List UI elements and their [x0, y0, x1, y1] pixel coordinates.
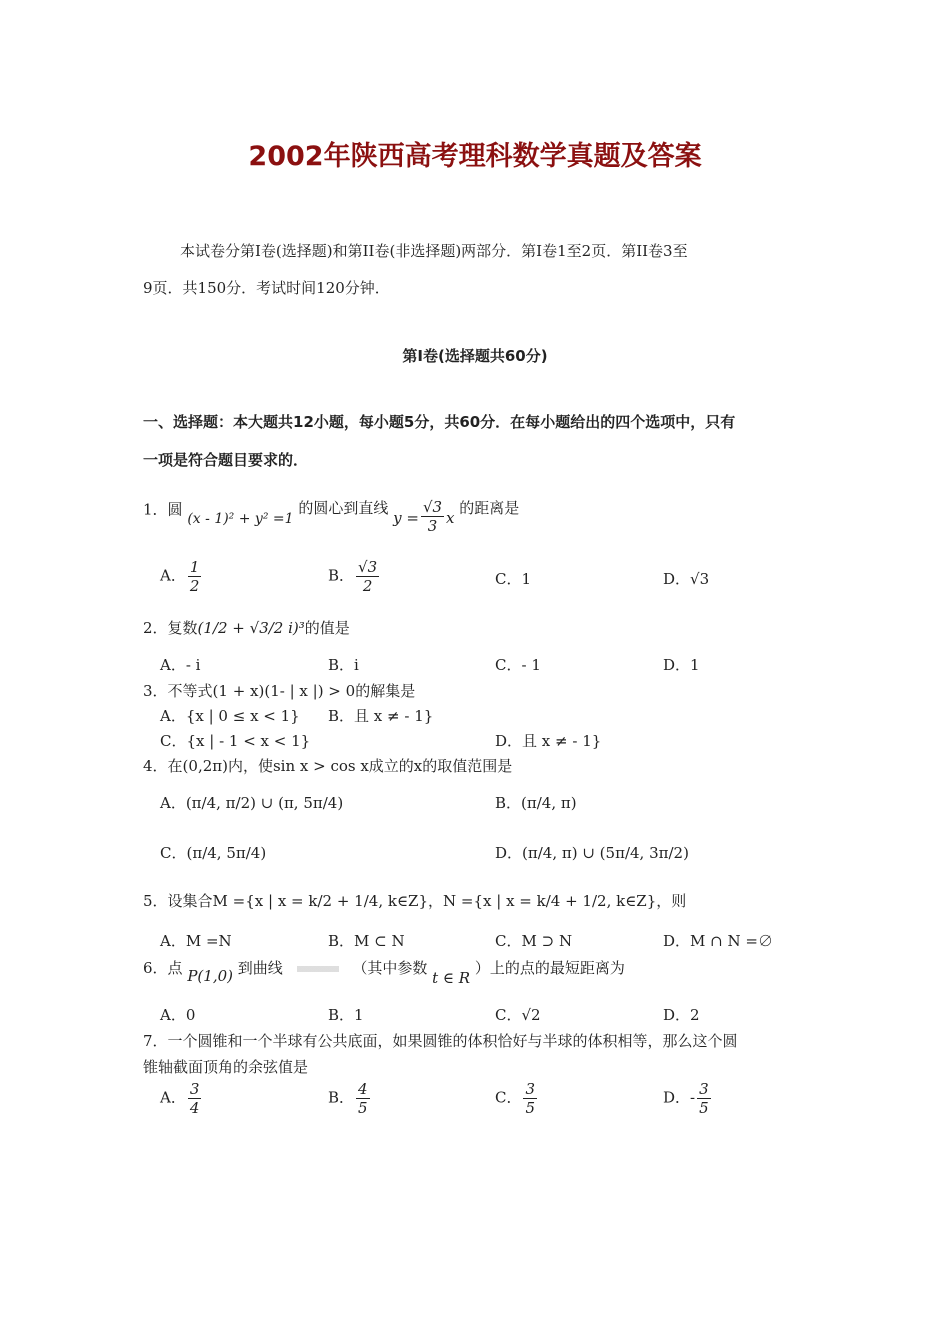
q1-line-x: x [446, 508, 455, 527]
q2-option-a: A．- i [160, 656, 201, 674]
q2-option-b: B．i [328, 656, 359, 674]
question-1 [143, 492, 520, 535]
intro-line-1: 本试卷分第Ⅰ卷(选择题)和第II卷(非选择题)两部分．第Ⅰ卷1至2页．第II卷3至 [180, 242, 688, 260]
q3-option-a: A．{x | 0 ≤ x < 1} [160, 707, 300, 725]
q1-line-lhs: y = [393, 508, 419, 527]
q3-option-c: C．{x | - 1 < x < 1} [160, 732, 311, 750]
q6-option-b: B．1 [328, 1006, 364, 1024]
q3-option-b: B．且 x ≠ - 1} [328, 707, 434, 725]
q1-circle: (x - 1)² + y² =1 [187, 510, 294, 527]
q7-option-b: B． $\frac{4}{5}$ [328, 1080, 368, 1117]
q1-option-d: D．√3 [663, 570, 710, 588]
q2-expression: (1/2 + √3/2 i)³ [197, 619, 305, 637]
q1-prefix: 1．圆 [143, 500, 183, 519]
question-6: 6．点 P(1,0) 到曲线 （其中参数 t ∈ R ）上的点的最短距离为 [143, 959, 625, 987]
question-3: 3．不等式(1 + x)(1- | x |) > 0的解集是 [143, 682, 416, 700]
q4-option-b: B．(π/4, π) [495, 794, 577, 812]
page-title: 2002年陕西高考理科数学真题及答案 [248, 141, 702, 172]
q7-option-a: A． $\frac{3}{4}$ [160, 1080, 200, 1117]
q4-option-c: C．(π/4, 5π/4) [160, 844, 267, 862]
q1-option-a: A． $\frac{1}{2}$ [160, 558, 200, 595]
part-heading-1: 一、选择题：本大题共12小题，每小题5分，共60分．在每小题给出的四个选项中，只有 [143, 413, 736, 431]
curve-equation-image [288, 959, 348, 979]
q3-option-d: D．且 x ≠ - 1} [495, 732, 602, 750]
q6-t: t ∈ R [432, 969, 471, 987]
q1-line-fraction: $\frac{√3}{3}$ [422, 498, 443, 535]
q1-option-c: C．1 [495, 570, 532, 588]
question-4: 4．在(0,2π)内，使sin x > cos x成立的x的取值范围是 [143, 757, 513, 775]
q4-option-a: A．(π/4, π/2) ∪ (π, 5π/4) [160, 794, 344, 812]
q7-option-c: C． $\frac{3}{5}$ [495, 1080, 536, 1117]
q4-option-d: D．(π/4, π) ∪ (5π/4, 3π/2) [495, 844, 689, 862]
question-7-line-2: 锥轴截面顶角的余弦值是 [143, 1058, 309, 1076]
q5-option-d: D．M ∩ N =∅ [663, 932, 773, 950]
q5-option-c: C．M ⊃ N [495, 932, 573, 950]
question-2: 2．复数(1/2 + √3/2 i)³的值是 [143, 619, 350, 637]
q6-option-a: A．0 [160, 1006, 196, 1024]
part-heading-2: 一项是符合题目要求的． [143, 451, 309, 469]
q1-mid: 的圆心到直线 [298, 498, 389, 517]
section-heading: 第Ⅰ卷(选择题共60分) [402, 347, 548, 365]
question-7-line-1: 7．一个圆锥和一个半球有公共底面，如果圆锥的体积恰好与半球的体积相等，那么这个圆 [143, 1032, 738, 1050]
q1-suffix: 的距离是 [459, 498, 520, 517]
q2-option-c: C．- 1 [495, 656, 541, 674]
q6-point: P(1,0) [187, 967, 233, 985]
q2-option-d: D．1 [663, 656, 700, 674]
intro-line-2: 9页．共150分．考试时间120分钟． [143, 279, 390, 297]
q5-option-b: B．M ⊂ N [328, 932, 405, 950]
q1-option-b: B． $\frac{√3}{2}$ [328, 558, 378, 595]
q7-option-d: D．- $\frac{3}{5}$ [663, 1080, 709, 1117]
q5-option-a: A．M =N [160, 932, 232, 950]
q6-option-c: C．√2 [495, 1006, 541, 1024]
q6-option-d: D．2 [663, 1006, 700, 1024]
question-5: 5．设集合M ={x | x = k/2 + 1/4, k∈Z}，N ={x | x = k/4 + 1/2, k∈Z}，则 [143, 892, 687, 910]
